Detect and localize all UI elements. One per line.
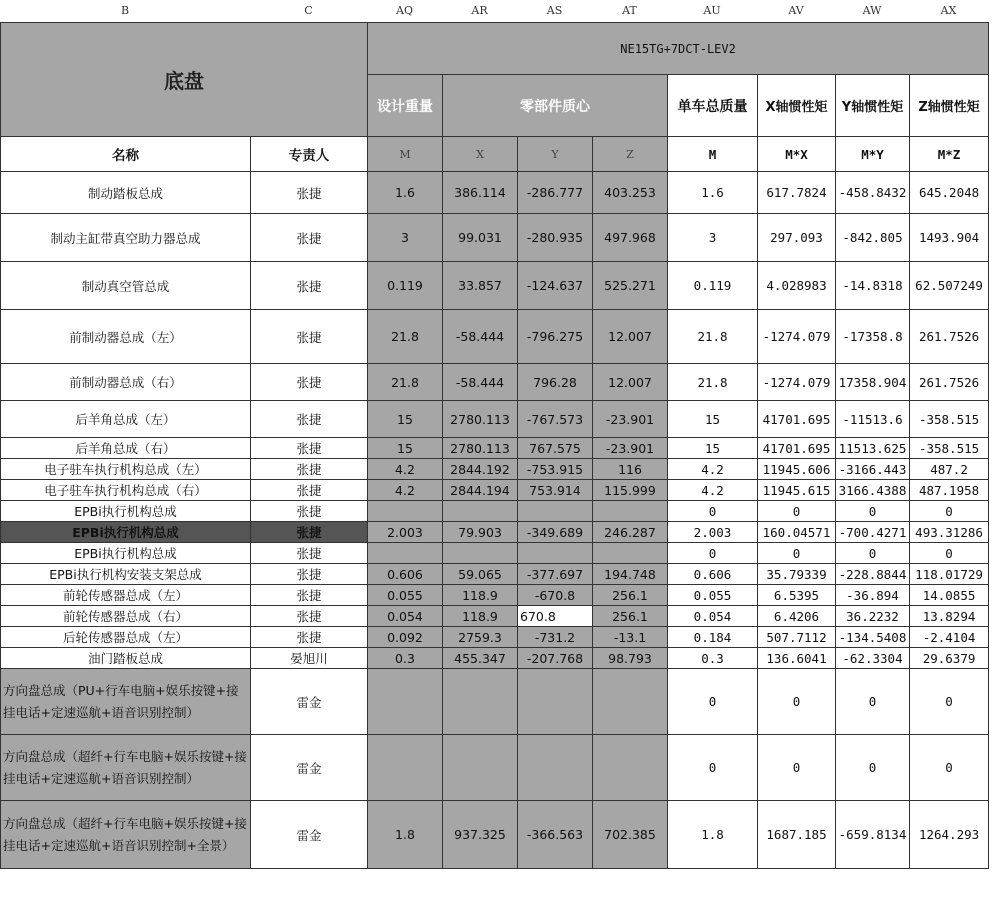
total-mass-cell[interactable]: 4.2 [668, 480, 758, 501]
mx-header[interactable]: M*X [758, 137, 836, 172]
col-letter-at[interactable]: AT [622, 4, 637, 17]
mass-cell[interactable]: 0.055 [368, 585, 443, 606]
total-mass-cell[interactable]: 21.8 [668, 310, 758, 364]
mass-cell[interactable]: 21.8 [368, 310, 443, 364]
owner-cell[interactable]: 张捷 [251, 585, 368, 606]
my-cell[interactable]: 0 [836, 543, 910, 564]
mass-properties-table [0, 22, 989, 869]
total-mass-cell[interactable]: 0 [668, 543, 758, 564]
x-header[interactable]: X [443, 137, 518, 172]
x-cell[interactable]: 33.857 [443, 262, 518, 310]
mz-cell[interactable]: 261.7526 [910, 364, 989, 401]
owner-header[interactable]: 专责人 [251, 137, 368, 172]
mx-cell[interactable]: 1687.185 [758, 801, 836, 869]
table-row [1, 501, 989, 522]
mz-cell[interactable]: 1493.904 [910, 214, 989, 262]
mass-cell[interactable]: 0.3 [368, 648, 443, 669]
table-row [1, 522, 989, 543]
name-cell[interactable]: EPBi执行机构总成 [1, 501, 251, 522]
z-cell[interactable]: 194.748 [593, 564, 668, 585]
y-cell[interactable]: 670.8 [518, 606, 593, 627]
mass-cell[interactable]: 2.003 [368, 522, 443, 543]
y-cell[interactable]: -366.563 [518, 801, 593, 869]
z-cell[interactable]: -13.1 [593, 627, 668, 648]
x-cell[interactable] [443, 735, 518, 801]
y-cell[interactable] [518, 501, 593, 522]
x-cell[interactable]: 455.347 [443, 648, 518, 669]
mass-cell[interactable] [368, 735, 443, 801]
mass-cell[interactable]: 0.606 [368, 564, 443, 585]
my-cell[interactable]: -3166.443 [836, 459, 910, 480]
mz-cell[interactable]: -358.515 [910, 401, 989, 438]
total-mass-cell[interactable]: 4.2 [668, 459, 758, 480]
owner-cell[interactable]: 张捷 [251, 310, 368, 364]
total-mass-cell[interactable]: 3 [668, 214, 758, 262]
part-center-header[interactable]: 零部件质心 [443, 75, 668, 137]
table-row [1, 172, 989, 214]
mz-cell[interactable]: -2.4104 [910, 627, 989, 648]
mass-cell[interactable]: 4.2 [368, 480, 443, 501]
y-cell[interactable]: -207.768 [518, 648, 593, 669]
z-header[interactable]: Z [593, 137, 668, 172]
owner-cell[interactable]: 雷金 [251, 669, 368, 735]
model-name[interactable]: NE15TG+7DCT-LEV2 [368, 23, 989, 75]
owner-cell[interactable]: 张捷 [251, 438, 368, 459]
z-cell[interactable] [593, 735, 668, 801]
y-cell[interactable]: -731.2 [518, 627, 593, 648]
mz-cell[interactable]: 261.7526 [910, 310, 989, 364]
z-cell[interactable]: 497.968 [593, 214, 668, 262]
col-letter-au[interactable]: AU [703, 4, 721, 17]
col-letter-c[interactable]: C [304, 4, 313, 17]
inertia-x-header[interactable]: X轴惯性矩 [758, 75, 836, 137]
y-cell[interactable]: -349.689 [518, 522, 593, 543]
x-cell[interactable]: 59.065 [443, 564, 518, 585]
owner-cell[interactable]: 张捷 [251, 543, 368, 564]
z-cell[interactable]: 525.271 [593, 262, 668, 310]
mass-cell[interactable]: 15 [368, 401, 443, 438]
mz-cell[interactable]: -358.515 [910, 438, 989, 459]
my-cell[interactable]: 36.2232 [836, 606, 910, 627]
total-mass-cell[interactable]: 2.003 [668, 522, 758, 543]
mz-cell[interactable]: 62.507249 [910, 262, 989, 310]
my-cell[interactable]: 0 [836, 669, 910, 735]
y-cell[interactable]: -124.637 [518, 262, 593, 310]
owner-cell[interactable]: 张捷 [251, 172, 368, 214]
owner-cell[interactable]: 张捷 [251, 459, 368, 480]
table-row [1, 669, 989, 735]
mz-cell[interactable]: 493.31286 [910, 522, 989, 543]
mx-cell[interactable]: 11945.615 [758, 480, 836, 501]
name-cell[interactable]: 制动真空管总成 [1, 262, 251, 310]
section-title[interactable]: 底盘 [1, 23, 368, 137]
mx-cell[interactable]: -1274.079 [758, 310, 836, 364]
mz-cell[interactable]: 0 [910, 735, 989, 801]
owner-cell[interactable]: 张捷 [251, 214, 368, 262]
my-cell[interactable]: -14.8318 [836, 262, 910, 310]
x-cell[interactable]: 937.325 [443, 801, 518, 869]
name-cell[interactable]: 前轮传感器总成（右） [1, 606, 251, 627]
design-weight-header[interactable]: 设计重量 [368, 75, 443, 137]
table-row [1, 310, 989, 364]
table-row [1, 214, 989, 262]
owner-cell[interactable]: 张捷 [251, 262, 368, 310]
z-cell[interactable]: 702.385 [593, 801, 668, 869]
mass-cell[interactable]: 0.054 [368, 606, 443, 627]
my-cell[interactable]: -62.3304 [836, 648, 910, 669]
x-cell[interactable]: 2780.113 [443, 401, 518, 438]
owner-cell[interactable]: 张捷 [251, 606, 368, 627]
table-row [1, 564, 989, 585]
z-cell[interactable] [593, 501, 668, 522]
mx-cell[interactable]: 136.6041 [758, 648, 836, 669]
name-cell[interactable]: 方向盘总成（超纤+行车电脑+娱乐按键+接挂电话+定速巡航+语音识别控制） [1, 735, 251, 801]
my-cell[interactable]: -228.8844 [836, 564, 910, 585]
owner-cell[interactable]: 张捷 [251, 480, 368, 501]
total-mass-cell[interactable]: 0 [668, 735, 758, 801]
mx-cell[interactable]: 11945.606 [758, 459, 836, 480]
x-cell[interactable] [443, 669, 518, 735]
mz-cell[interactable]: 0 [910, 501, 989, 522]
total-mass-cell[interactable]: 0 [668, 501, 758, 522]
y-cell[interactable] [518, 735, 593, 801]
mx-cell[interactable]: 6.5395 [758, 585, 836, 606]
table-row [1, 480, 989, 501]
y-cell[interactable]: -670.8 [518, 585, 593, 606]
mz-cell[interactable]: 118.01729 [910, 564, 989, 585]
x-cell[interactable] [443, 501, 518, 522]
table-row [1, 262, 989, 310]
y-cell[interactable] [518, 669, 593, 735]
mx-cell[interactable]: 6.4206 [758, 606, 836, 627]
inertia-y-header[interactable]: Y轴惯性矩 [836, 75, 910, 137]
mass-cell[interactable]: 21.8 [368, 364, 443, 401]
mass-cell[interactable]: 0.092 [368, 627, 443, 648]
col-letter-aq[interactable]: AQ [396, 4, 413, 17]
mx-cell[interactable]: 507.7112 [758, 627, 836, 648]
total-mass-cell[interactable]: 0.184 [668, 627, 758, 648]
y-cell[interactable]: 753.914 [518, 480, 593, 501]
my-header[interactable]: M*Y [836, 137, 910, 172]
z-cell[interactable]: 256.1 [593, 606, 668, 627]
table-row [1, 606, 989, 627]
table-row [1, 438, 989, 459]
my-cell[interactable]: -842.805 [836, 214, 910, 262]
m-header[interactable]: M [368, 137, 443, 172]
col-letter-b[interactable]: B [120, 4, 130, 17]
z-cell[interactable]: 12.007 [593, 310, 668, 364]
z-cell[interactable] [593, 543, 668, 564]
y-header[interactable]: Y [518, 137, 593, 172]
mz-header[interactable]: M*Z [910, 137, 989, 172]
total-mass-cell[interactable]: 0.606 [668, 564, 758, 585]
x-cell[interactable]: -58.444 [443, 364, 518, 401]
total-mass-cell[interactable]: 0.119 [668, 262, 758, 310]
name-cell[interactable]: 前制动器总成（左） [1, 310, 251, 364]
x-cell[interactable]: 118.9 [443, 606, 518, 627]
table-row [1, 627, 989, 648]
vehicle-mass-header[interactable]: 单车总质量 [668, 75, 758, 137]
name-cell[interactable]: EPBi执行机构总成 [1, 543, 251, 564]
col-letter-as[interactable]: AS [546, 4, 563, 17]
table-row [1, 735, 989, 801]
x-cell[interactable]: 2759.3 [443, 627, 518, 648]
total-mass-cell[interactable]: 0.054 [668, 606, 758, 627]
mz-cell[interactable]: 13.8294 [910, 606, 989, 627]
name-header[interactable]: 名称 [1, 137, 251, 172]
mass-cell[interactable] [368, 501, 443, 522]
mass-cell[interactable]: 3 [368, 214, 443, 262]
my-cell[interactable]: 0 [836, 501, 910, 522]
x-cell[interactable]: 118.9 [443, 585, 518, 606]
name-cell[interactable]: 方向盘总成（PU+行车电脑+娱乐按键+接挂电话+定速巡航+语音识别控制） [1, 669, 251, 735]
table-row [1, 459, 989, 480]
mz-cell[interactable]: 487.1958 [910, 480, 989, 501]
y-cell[interactable]: -286.777 [518, 172, 593, 214]
my-cell[interactable]: 11513.625 [836, 438, 910, 459]
my-cell[interactable]: -17358.8 [836, 310, 910, 364]
y-cell[interactable]: -767.573 [518, 401, 593, 438]
owner-cell[interactable]: 晏旭川 [251, 648, 368, 669]
z-cell[interactable]: 115.999 [593, 480, 668, 501]
x-cell[interactable]: 99.031 [443, 214, 518, 262]
col-letter-ax[interactable]: AX [940, 4, 957, 17]
mx-cell[interactable]: 0 [758, 543, 836, 564]
name-cell[interactable]: EPBi执行机构总成 [1, 522, 251, 543]
x-cell[interactable]: -58.444 [443, 310, 518, 364]
x-cell[interactable]: 2844.194 [443, 480, 518, 501]
total-mass-cell[interactable]: 21.8 [668, 364, 758, 401]
mx-cell[interactable]: 0 [758, 501, 836, 522]
col-letter-aw[interactable]: AW [862, 4, 882, 17]
my-cell[interactable]: -134.5408 [836, 627, 910, 648]
z-cell[interactable]: 256.1 [593, 585, 668, 606]
x-cell[interactable]: 386.114 [443, 172, 518, 214]
mass-cell[interactable]: 1.6 [368, 172, 443, 214]
z-cell[interactable]: -23.901 [593, 401, 668, 438]
mass-cell[interactable]: 4.2 [368, 459, 443, 480]
owner-cell[interactable]: 张捷 [251, 501, 368, 522]
mx-cell[interactable]: 160.04571 [758, 522, 836, 543]
name-cell[interactable]: 制动踏板总成 [1, 172, 251, 214]
name-cell[interactable]: 前制动器总成（右） [1, 364, 251, 401]
y-cell[interactable]: -796.275 [518, 310, 593, 364]
mz-cell[interactable]: 487.2 [910, 459, 989, 480]
mass-cell[interactable]: 15 [368, 438, 443, 459]
table-row [1, 801, 989, 869]
table-row [1, 543, 989, 564]
name-cell[interactable]: 前轮传感器总成（左） [1, 585, 251, 606]
my-cell[interactable]: -458.8432 [836, 172, 910, 214]
table-row [1, 364, 989, 401]
total-mass-cell[interactable]: 0 [668, 669, 758, 735]
mx-cell[interactable]: 41701.695 [758, 401, 836, 438]
y-cell[interactable] [518, 543, 593, 564]
name-cell[interactable]: EPBi执行机构安装支架总成 [1, 564, 251, 585]
owner-cell[interactable]: 张捷 [251, 627, 368, 648]
my-cell[interactable]: 0 [836, 735, 910, 801]
y-cell[interactable]: -280.935 [518, 214, 593, 262]
mx-cell[interactable]: 297.093 [758, 214, 836, 262]
mass-cell[interactable] [368, 543, 443, 564]
total-mass-cell[interactable]: 15 [668, 438, 758, 459]
my-cell[interactable]: 17358.904 [836, 364, 910, 401]
total-mass-cell[interactable]: 0.3 [668, 648, 758, 669]
mz-cell[interactable]: 1264.293 [910, 801, 989, 869]
x-cell[interactable] [443, 543, 518, 564]
table-row [1, 585, 989, 606]
my-cell[interactable]: 3166.4388 [836, 480, 910, 501]
mx-cell[interactable]: 4.028983 [758, 262, 836, 310]
mx-cell[interactable]: 617.7824 [758, 172, 836, 214]
name-cell[interactable]: 后轮传感器总成（左） [1, 627, 251, 648]
total-mass-cell[interactable]: 1.8 [668, 801, 758, 869]
owner-cell[interactable]: 雷金 [251, 801, 368, 869]
y-cell[interactable]: -377.697 [518, 564, 593, 585]
x-cell[interactable]: 2844.192 [443, 459, 518, 480]
mx-cell[interactable]: 41701.695 [758, 438, 836, 459]
inertia-z-header[interactable]: Z轴惯性矩 [910, 75, 989, 137]
col-letter-ar[interactable]: AR [471, 4, 488, 17]
mx-cell[interactable]: 0 [758, 669, 836, 735]
mz-cell[interactable]: 0 [910, 543, 989, 564]
name-cell[interactable]: 方向盘总成（超纤+行车电脑+娱乐按键+接挂电话+定速巡航+语音识别控制+全景） [1, 801, 251, 869]
total-mass-cell[interactable]: 1.6 [668, 172, 758, 214]
mz-cell[interactable]: 0 [910, 669, 989, 735]
my-cell[interactable]: -11513.6 [836, 401, 910, 438]
name-cell[interactable]: 制动主缸带真空助力器总成 [1, 214, 251, 262]
z-cell[interactable]: 98.793 [593, 648, 668, 669]
column-letter-header [0, 0, 1000, 22]
y-cell[interactable]: 796.28 [518, 364, 593, 401]
mz-cell[interactable]: 645.2048 [910, 172, 989, 214]
owner-cell[interactable]: 张捷 [251, 401, 368, 438]
mz-cell[interactable]: 29.6379 [910, 648, 989, 669]
x-cell[interactable]: 2780.113 [443, 438, 518, 459]
owner-cell[interactable]: 张捷 [251, 522, 368, 543]
name-cell[interactable]: 电子驻车执行机构总成（左） [1, 459, 251, 480]
y-cell[interactable]: 767.575 [518, 438, 593, 459]
name-cell[interactable]: 油门踏板总成 [1, 648, 251, 669]
z-cell[interactable]: 246.287 [593, 522, 668, 543]
mz-cell[interactable]: 14.0855 [910, 585, 989, 606]
z-cell[interactable]: -23.901 [593, 438, 668, 459]
x-cell[interactable]: 79.903 [443, 522, 518, 543]
z-cell[interactable]: 403.253 [593, 172, 668, 214]
my-cell[interactable]: -700.4271 [836, 522, 910, 543]
z-cell[interactable]: 116 [593, 459, 668, 480]
total-mass-cell[interactable]: 0.055 [668, 585, 758, 606]
mass-cell[interactable]: 0.119 [368, 262, 443, 310]
owner-cell[interactable]: 雷金 [251, 735, 368, 801]
mx-cell[interactable]: 0 [758, 735, 836, 801]
name-cell[interactable]: 后羊角总成（右） [1, 438, 251, 459]
name-cell[interactable]: 后羊角总成（左） [1, 401, 251, 438]
table-row [1, 401, 989, 438]
mass-cell[interactable]: 1.8 [368, 801, 443, 869]
table-row [1, 648, 989, 669]
my-cell[interactable]: -36.894 [836, 585, 910, 606]
z-cell[interactable]: 12.007 [593, 364, 668, 401]
owner-cell[interactable]: 张捷 [251, 364, 368, 401]
total-mass-cell[interactable]: 15 [668, 401, 758, 438]
mx-cell[interactable]: -1274.079 [758, 364, 836, 401]
my-cell[interactable]: -659.8134 [836, 801, 910, 869]
y-cell[interactable]: -753.915 [518, 459, 593, 480]
mass-cell[interactable] [368, 669, 443, 735]
name-cell[interactable]: 电子驻车执行机构总成（右） [1, 480, 251, 501]
col-letter-av[interactable]: AV [788, 4, 804, 17]
m2-header[interactable]: M [668, 137, 758, 172]
owner-cell[interactable]: 张捷 [251, 564, 368, 585]
z-cell[interactable] [593, 669, 668, 735]
mx-cell[interactable]: 35.79339 [758, 564, 836, 585]
